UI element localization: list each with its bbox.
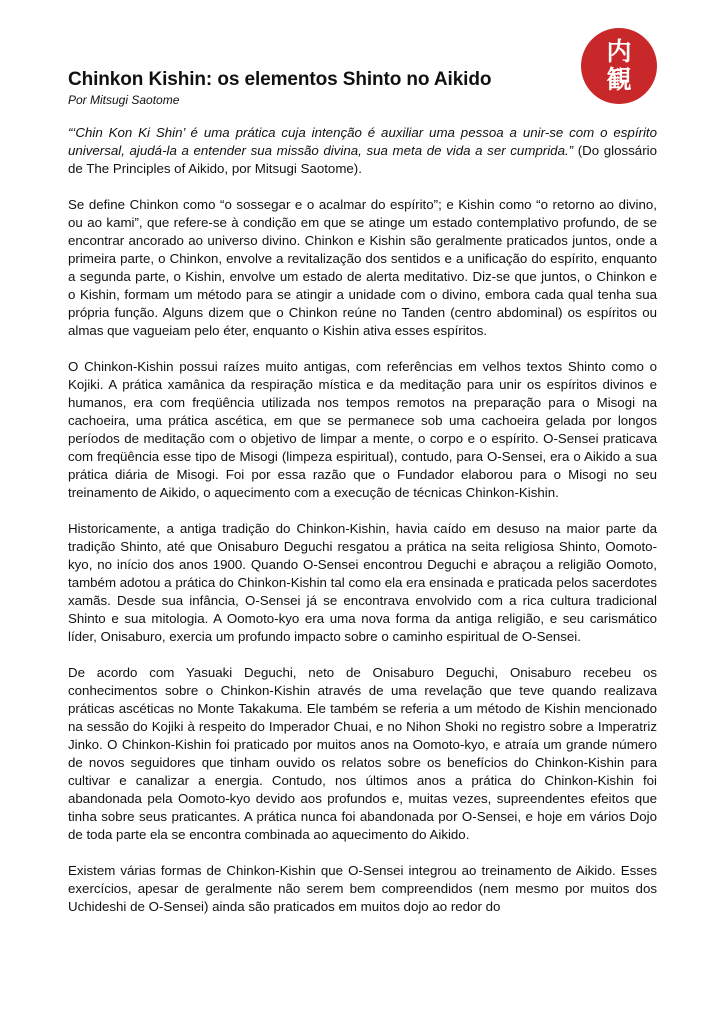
quote-text: “‘Chin Kon Ki Shin’ é uma prática cuja intenção é auxiliar uma pessoa a unir-se com o espírito universal, ajudá-la a entender sua missão divina, sua meta de vida a ser cumprida.”: [68, 125, 657, 158]
paragraph-forms: Existem várias formas de Chinkon-Kishin que O-Sensei integrou ao treinamento de Aikido. Esses exercícios, apesar de geralmente não serem bem compreendidos (nem mesmo por muitos dos Uchideshi de O-Sensei) ainda são praticados em muitos dojo ao redor do: [68, 863, 657, 914]
paragraph-history: Historicamente, a antiga tradição do Chinkon-Kishin, havia caído em desuso na maior parte da tradição Shinto, até que Onisaburo Deguchi resgatou a prática na seita religiosa Shinto, Oomoto-kyo, no início dos anos 1900. Quando O-Sensei encontrou Deguchi e abraçou a religião Oomoto, também adotou a prática do Chinkon-Kishin tal como ela era ensinada e praticada pelos sacerdotes xamãs. Desde sua infância, O-Sensei já se encontrava envolvido com a rica cultura tradicional Shinto e sua mitologia. A Oomoto-kyo era uma nova forma da antiga religião, e seu carismático líder, Onisaburo, exercia um profundo impacto sobre o caminho espiritual de O-Sensei.: [68, 521, 657, 644]
document-title: Chinkon Kishin: os elementos Shinto no Aikido: [68, 69, 492, 90]
paragraph-origins: O Chinkon-Kishin possui raízes muito antigas, com referências em velhos textos Shinto como o Kojiki. A prática xamânica da respiração mística e da meditação para unir os espíritos divinos e humanos, era com freqüência utilizada nos tempos remotos na preparação para o Misogi na cachoeira, uma prática ascética, em que se permanece sob uma cachoeira gelada por longos períodos de meditação com o objetivo de limpar a mente, o corpo e o espírito. O-Sensei praticava com freqüência esse tipo de Misogi (limpeza espiritual), contudo, para O-Sensei, era o Aikido a sua prática diária de Misogi. Foi por essa razão que o Fundador elaborou para o Misogi no seu treinamento de Aikido, o aquecimento com a execução de técnicas Chinkon-Kishin.: [68, 359, 657, 500]
paragraph-deguchi: De acordo com Yasuaki Deguchi, neto de Onisaburo Deguchi, Onisaburo recebeu os conhecimentos sobre o Chinkon-Kishin através de uma revelação que teve quando realizava práticas ascéticas no Monte Takakuma. Ele também se referia a um método de Kishin mencionado na sessão do Kojiki à respeito do Imperador Chuai, e no Nihon Shoki no registro sobre a Imperatriz Jinko. O Chinkon-Kishin foi praticado por muitos anos na Oomoto-kyo, e atraía um grande número de novos seguidores que tinham ouvido os relatos sobre os benefícios do Chinkon-Kishin para cultivar e canalizar a energia. Contudo, nos últimos anos a prática do Chinkon-Kishin foi abandonada pela Oomoto-kyo devido aos profundos e, muitas vezes, supreendentes efeitos que tinha sobre seus praticantes. A prática nunca foi abandonada por O-Sensei, e hoje em vários Dojo de toda parte ela se encontra combinada ao aquecimento do Aikido.: [68, 665, 657, 842]
document-author: Por Mitsugi Saotome: [68, 93, 180, 107]
document-header: [68, 65, 658, 108]
paragraph-quote: [68, 124, 657, 178]
paragraph-definition: Se define Chinkon como “o sossegar e o acalmar do espírito”; e Kishin como “o retorno ao divino, ou ao kami”, que refere-se à condição em que se atinge um estado contemplativo profundo, de se encontrar ancorado ao universo divino. Chinkon e Kishin são geralmente praticados juntos, onde a primeira parte, o Chinkon, envolve a revitalização dos sentidos e a unificação do espírito, enquanto a segunda parte, o Kishin, envolve um estado de alerta meditativo. Diz-se que juntos, o Chinkon e o Kishin, formam um método para se atingir a unidade com o divino, embora cada qual tenha sua própria função. Alguns dizem que o Chinkon reúne no Tanden (centro abdominal) os espíritos ou almas que vagueiam pelo éter, enquanto o Kishin ativa esses espíritos.: [68, 197, 657, 338]
seal-kanji-bottom: 観: [606, 65, 632, 94]
quote-source: (Do glossário de The Principles of Aikido, por Mitsugi Saotome).: [68, 143, 657, 176]
document-body: [68, 124, 657, 916]
seal-kanji-top: 内: [606, 37, 632, 66]
